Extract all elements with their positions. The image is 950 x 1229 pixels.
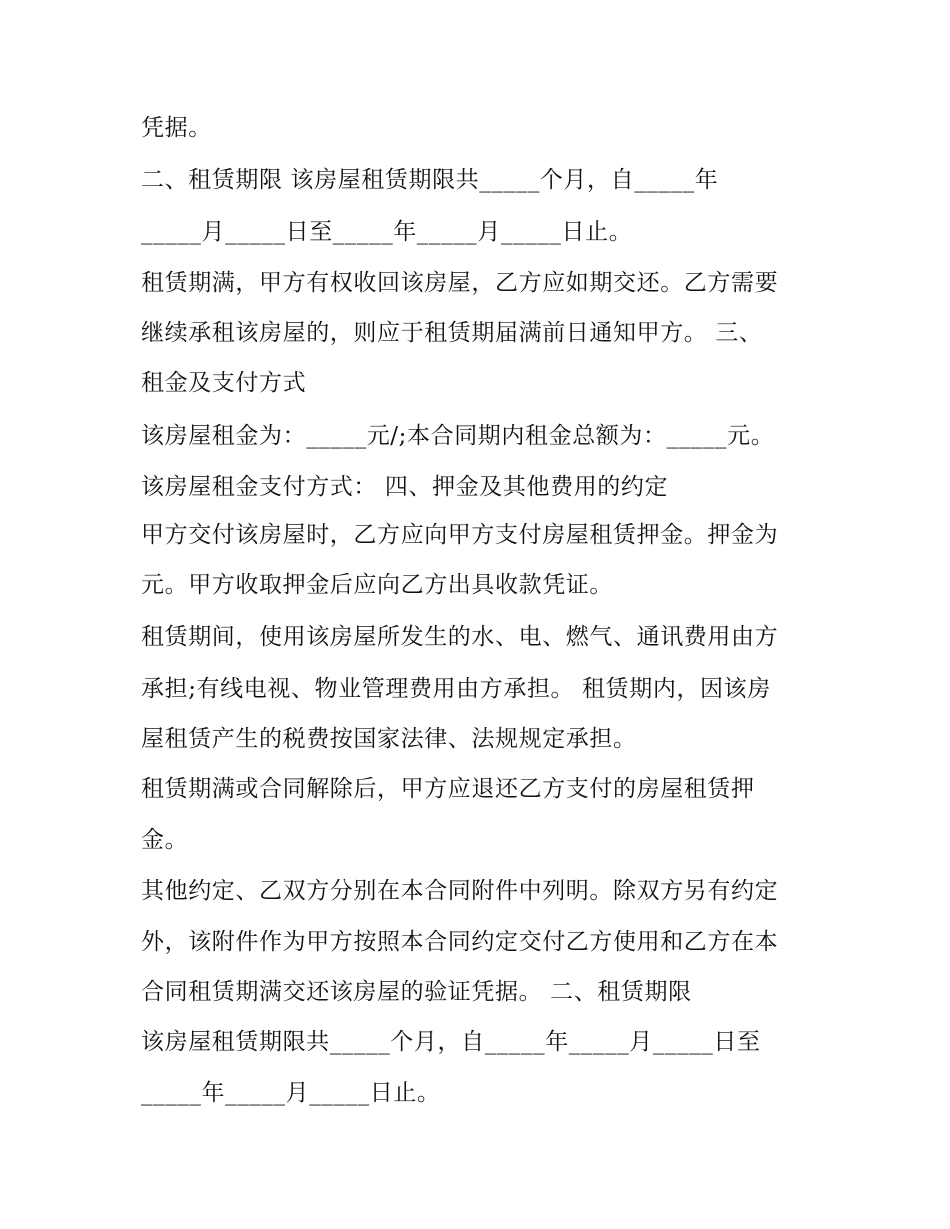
- text-line: 合同租赁期满交还该房屋的验证凭据。 二、租赁期限: [141, 979, 692, 1005]
- text-line: 金。: [141, 827, 189, 853]
- text-line: 租赁期满，甲方有权收回该房屋，乙方应如期交还。乙方需要: [141, 270, 779, 296]
- text-line: 继续承租该房屋的，则应于租赁期届满前日通知甲方。 三、: [141, 320, 763, 346]
- text-line: 其他约定、乙双方分别在本合同附件中列明。除双方另有约定: [141, 878, 779, 904]
- text-line: 该房屋租赁期限共_____个月，自_____年_____月_____日至: [141, 1029, 761, 1055]
- text-line: 外，该附件作为甲方按照本合同约定交付乙方使用和乙方在本: [141, 929, 779, 955]
- text-line: 承担;有线电视、物业管理费用由方承担。 租赁期内，因该房: [141, 676, 771, 702]
- text-line: 屋租赁产生的税费按国家法律、法规规定承担。: [141, 726, 637, 752]
- text-line: 二、租赁期限 该房屋租赁期限共_____个月，自_____年: [141, 167, 719, 193]
- text-line: 该房屋租金支付方式： 四、押金及其他费用的约定: [141, 474, 669, 500]
- text-line: _____月_____日至_____年_____月_____日止。: [141, 219, 633, 245]
- text-line: 甲方交付该房屋时，乙方应向甲方支付房屋租赁押金。押金为: [141, 522, 779, 548]
- text-line: 租赁期间，使用该房屋所发生的水、电、燃气、通讯费用由方: [141, 624, 779, 650]
- text-line: 租金及支付方式: [141, 370, 307, 396]
- text-line: _____年_____月_____日止。: [141, 1080, 441, 1106]
- text-line: 凭据。: [141, 115, 212, 141]
- text-line: 元。甲方收取押金后应向乙方出具收款凭证。: [141, 572, 613, 598]
- text-line: 该房屋租金为：_____元/;本合同期内租金总额为：_____元。: [141, 423, 775, 449]
- text-line: 租赁期满或合同解除后，甲方应退还乙方支付的房屋租赁押: [141, 776, 755, 802]
